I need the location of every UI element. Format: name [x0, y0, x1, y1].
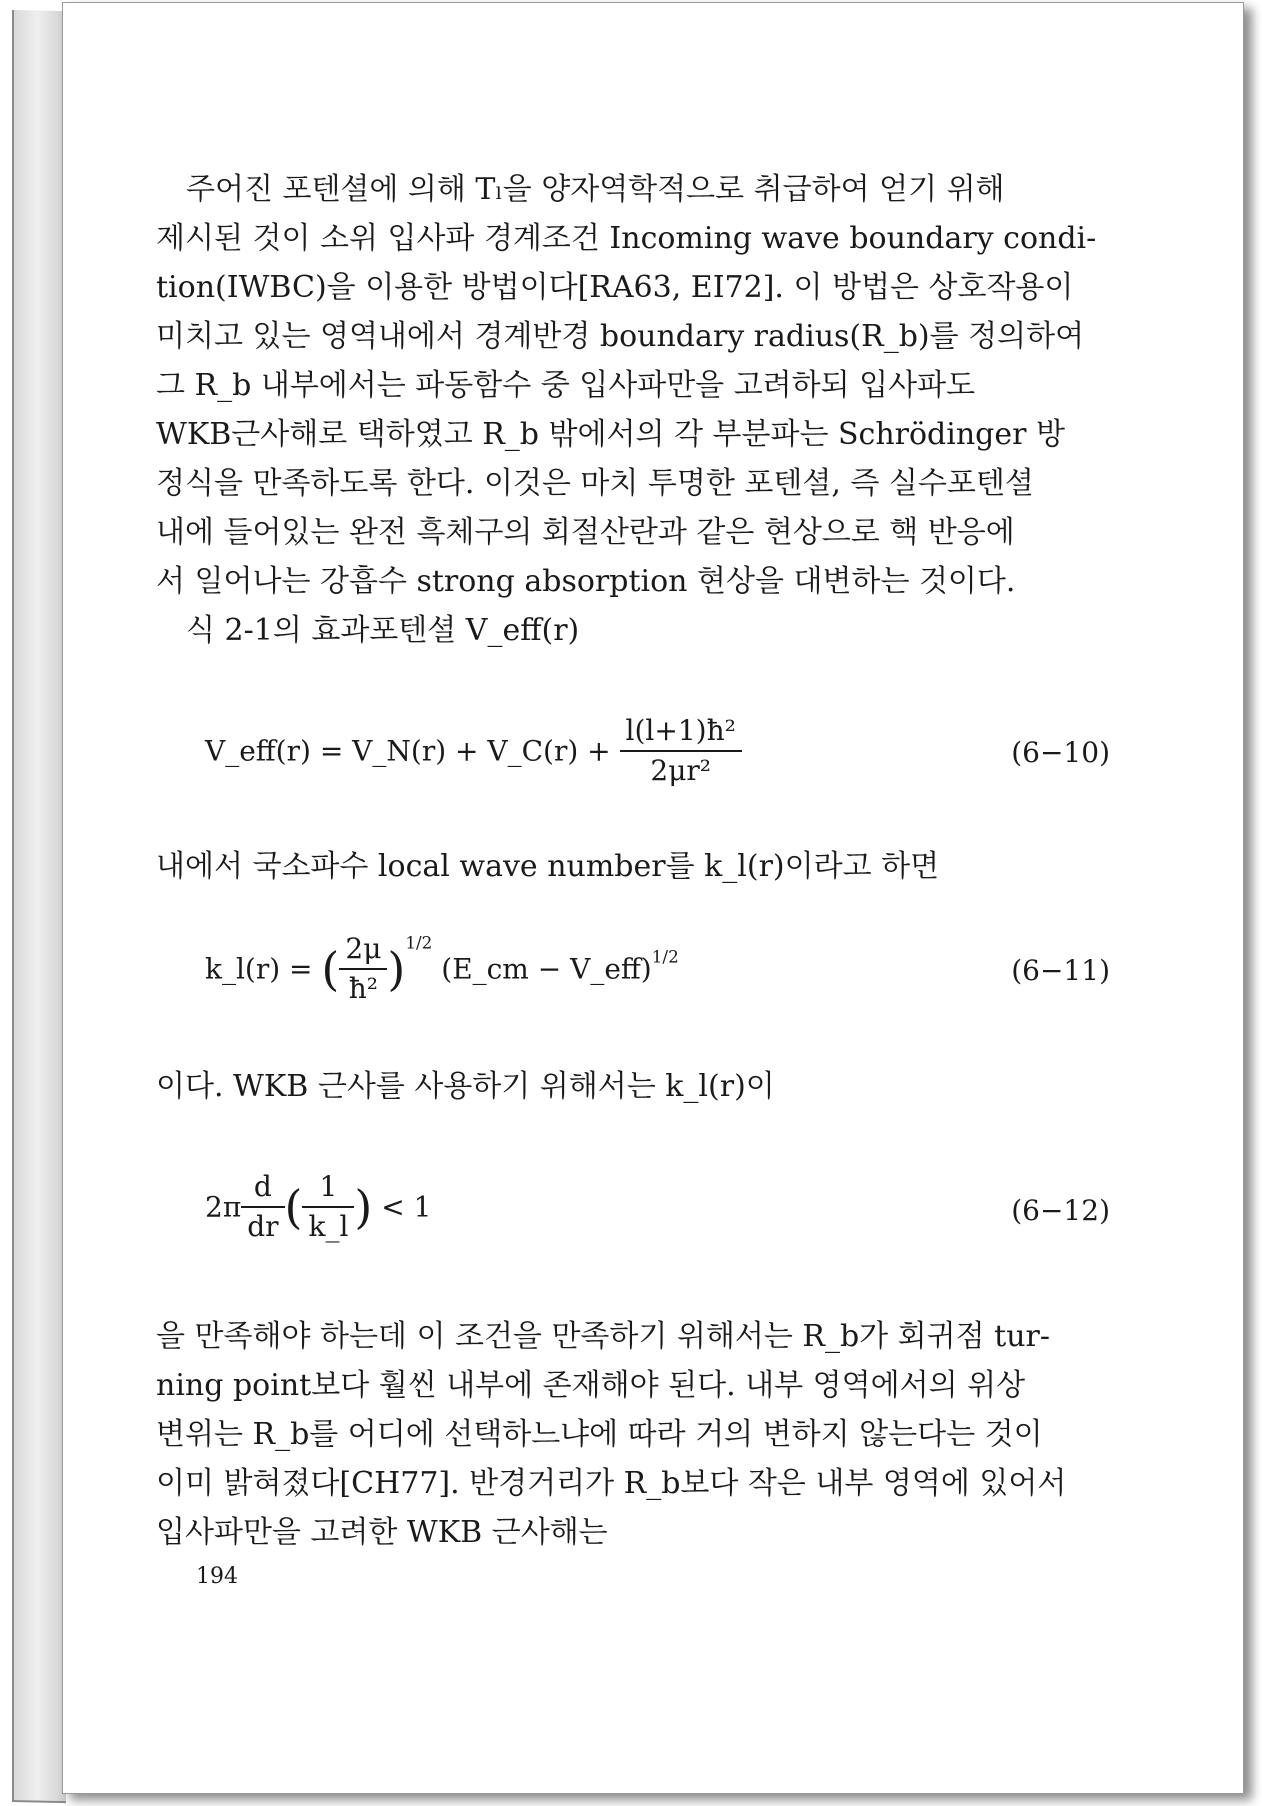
eq610-numerator: l(l+1)ħ²	[620, 712, 742, 752]
eq611-rest: (E_cm − V_eff)	[441, 952, 652, 986]
local-wave-line: 내에서 국소파수 local wave number를 k_l(r)이라고 하면	[156, 849, 940, 884]
paragraph-2	[156, 1312, 1114, 1557]
eq612-relation: < 1	[381, 1190, 432, 1224]
eq612-number: (6−12)	[1011, 1194, 1110, 1227]
para2-line: 변위는 R_b를 어디에 선택하느냐에 따라 거의 변하지 않는다는 것이	[156, 1417, 1043, 1452]
eq611-numerator: 2μ	[339, 930, 387, 970]
eq611-rest-power: 1/2	[651, 946, 679, 967]
para1-line: WKB근사해로 택하였고 R_b 밖에서의 각 부분파는 Schrödinger 방	[156, 417, 1065, 452]
equation-6-11	[205, 930, 1110, 1026]
eq610-denominator: 2μr²	[650, 754, 711, 787]
eq612-left-paren: (	[284, 1180, 303, 1234]
eq611-fraction	[339, 930, 387, 1008]
eq611-power: 1/2	[405, 932, 433, 953]
para1-line: 주어진 포텐셜에 의해 Tₗ을 양자역학적으로 취급하여 얻기 위해	[186, 172, 1005, 207]
eq610-lhs: V_eff(r) = V_N(r) + V_C(r) +	[205, 734, 611, 768]
para1-line: 미치고 있는 영역내에서 경계반경 boundary radius(R_b)를 정의하여	[156, 319, 1085, 354]
eq612-prefix: 2π	[205, 1190, 242, 1224]
eq610-fraction	[620, 712, 742, 790]
eq612-inverse-k	[302, 1168, 354, 1246]
para2-line: 입사파만을 고려한 WKB 근사해는	[156, 1515, 608, 1550]
eq612-derivative	[241, 1168, 284, 1246]
eq611-number: (6−11)	[1011, 954, 1110, 987]
eq612-d: d	[241, 1168, 284, 1208]
local-wave-line-block	[156, 842, 1114, 891]
wkb-line: 이다. WKB 근사를 사용하기 위해서는 k_l(r)이	[156, 1069, 775, 1104]
eq612-right-paren: )	[354, 1180, 373, 1234]
para1-line: tion(IWBC)을 이용한 방법이다[RA63, EI72]. 이 방법은 상호작용이	[156, 270, 1074, 305]
eq610-number: (6−10)	[1011, 736, 1110, 769]
equation-6-12	[205, 1168, 1110, 1268]
eq611-left-paren: (	[321, 942, 340, 996]
eq612-dr: dr	[247, 1210, 279, 1243]
para1-line: 내에 들어있는 완전 흑체구의 회절산란과 같은 현상으로 핵 반응에	[156, 515, 1015, 550]
para2-line: 이미 밝혀졌다[CH77]. 반경거리가 R_b보다 작은 내부 영역에 있어서	[156, 1466, 1067, 1501]
paragraph-1	[156, 165, 1114, 655]
para1-line: 그 R_b 내부에서는 파동함수 중 입사파만을 고려하되 입사파도	[156, 368, 976, 403]
para1-line: 정식을 만족하도록 한다. 이것은 마치 투명한 포텐셜, 즉 실수포텐셜	[156, 466, 1034, 501]
page-number: 194	[196, 1564, 238, 1589]
veff-intro-line: 식 2-1의 효과포텐셜 V_eff(r)	[186, 613, 580, 648]
book-spine	[12, 10, 66, 1803]
para1-line: 제시된 것이 소위 입사파 경계조건 Incoming wave boundary condi-	[156, 221, 1097, 256]
eq611-denominator: ħ²	[348, 972, 379, 1005]
equation-6-10	[205, 712, 1110, 802]
para2-line: ning point보다 훨씬 내부에 존재해야 된다. 내부 영역에서의 위상	[156, 1368, 1026, 1403]
wkb-line-block	[156, 1062, 1114, 1111]
eq612-kl: k_l	[308, 1210, 349, 1243]
eq612-one: 1	[302, 1168, 354, 1208]
para1-line: 서 일어나는 강흡수 strong absorption 현상을 대변하는 것이다.	[156, 564, 1016, 599]
para2-line: 을 만족해야 하는데 이 조건을 만족하기 위해서는 R_b가 회귀점 tur-	[156, 1319, 1050, 1354]
eq611-right-paren: )	[387, 942, 406, 996]
eq611-lhs: k_l(r) =	[205, 952, 313, 986]
